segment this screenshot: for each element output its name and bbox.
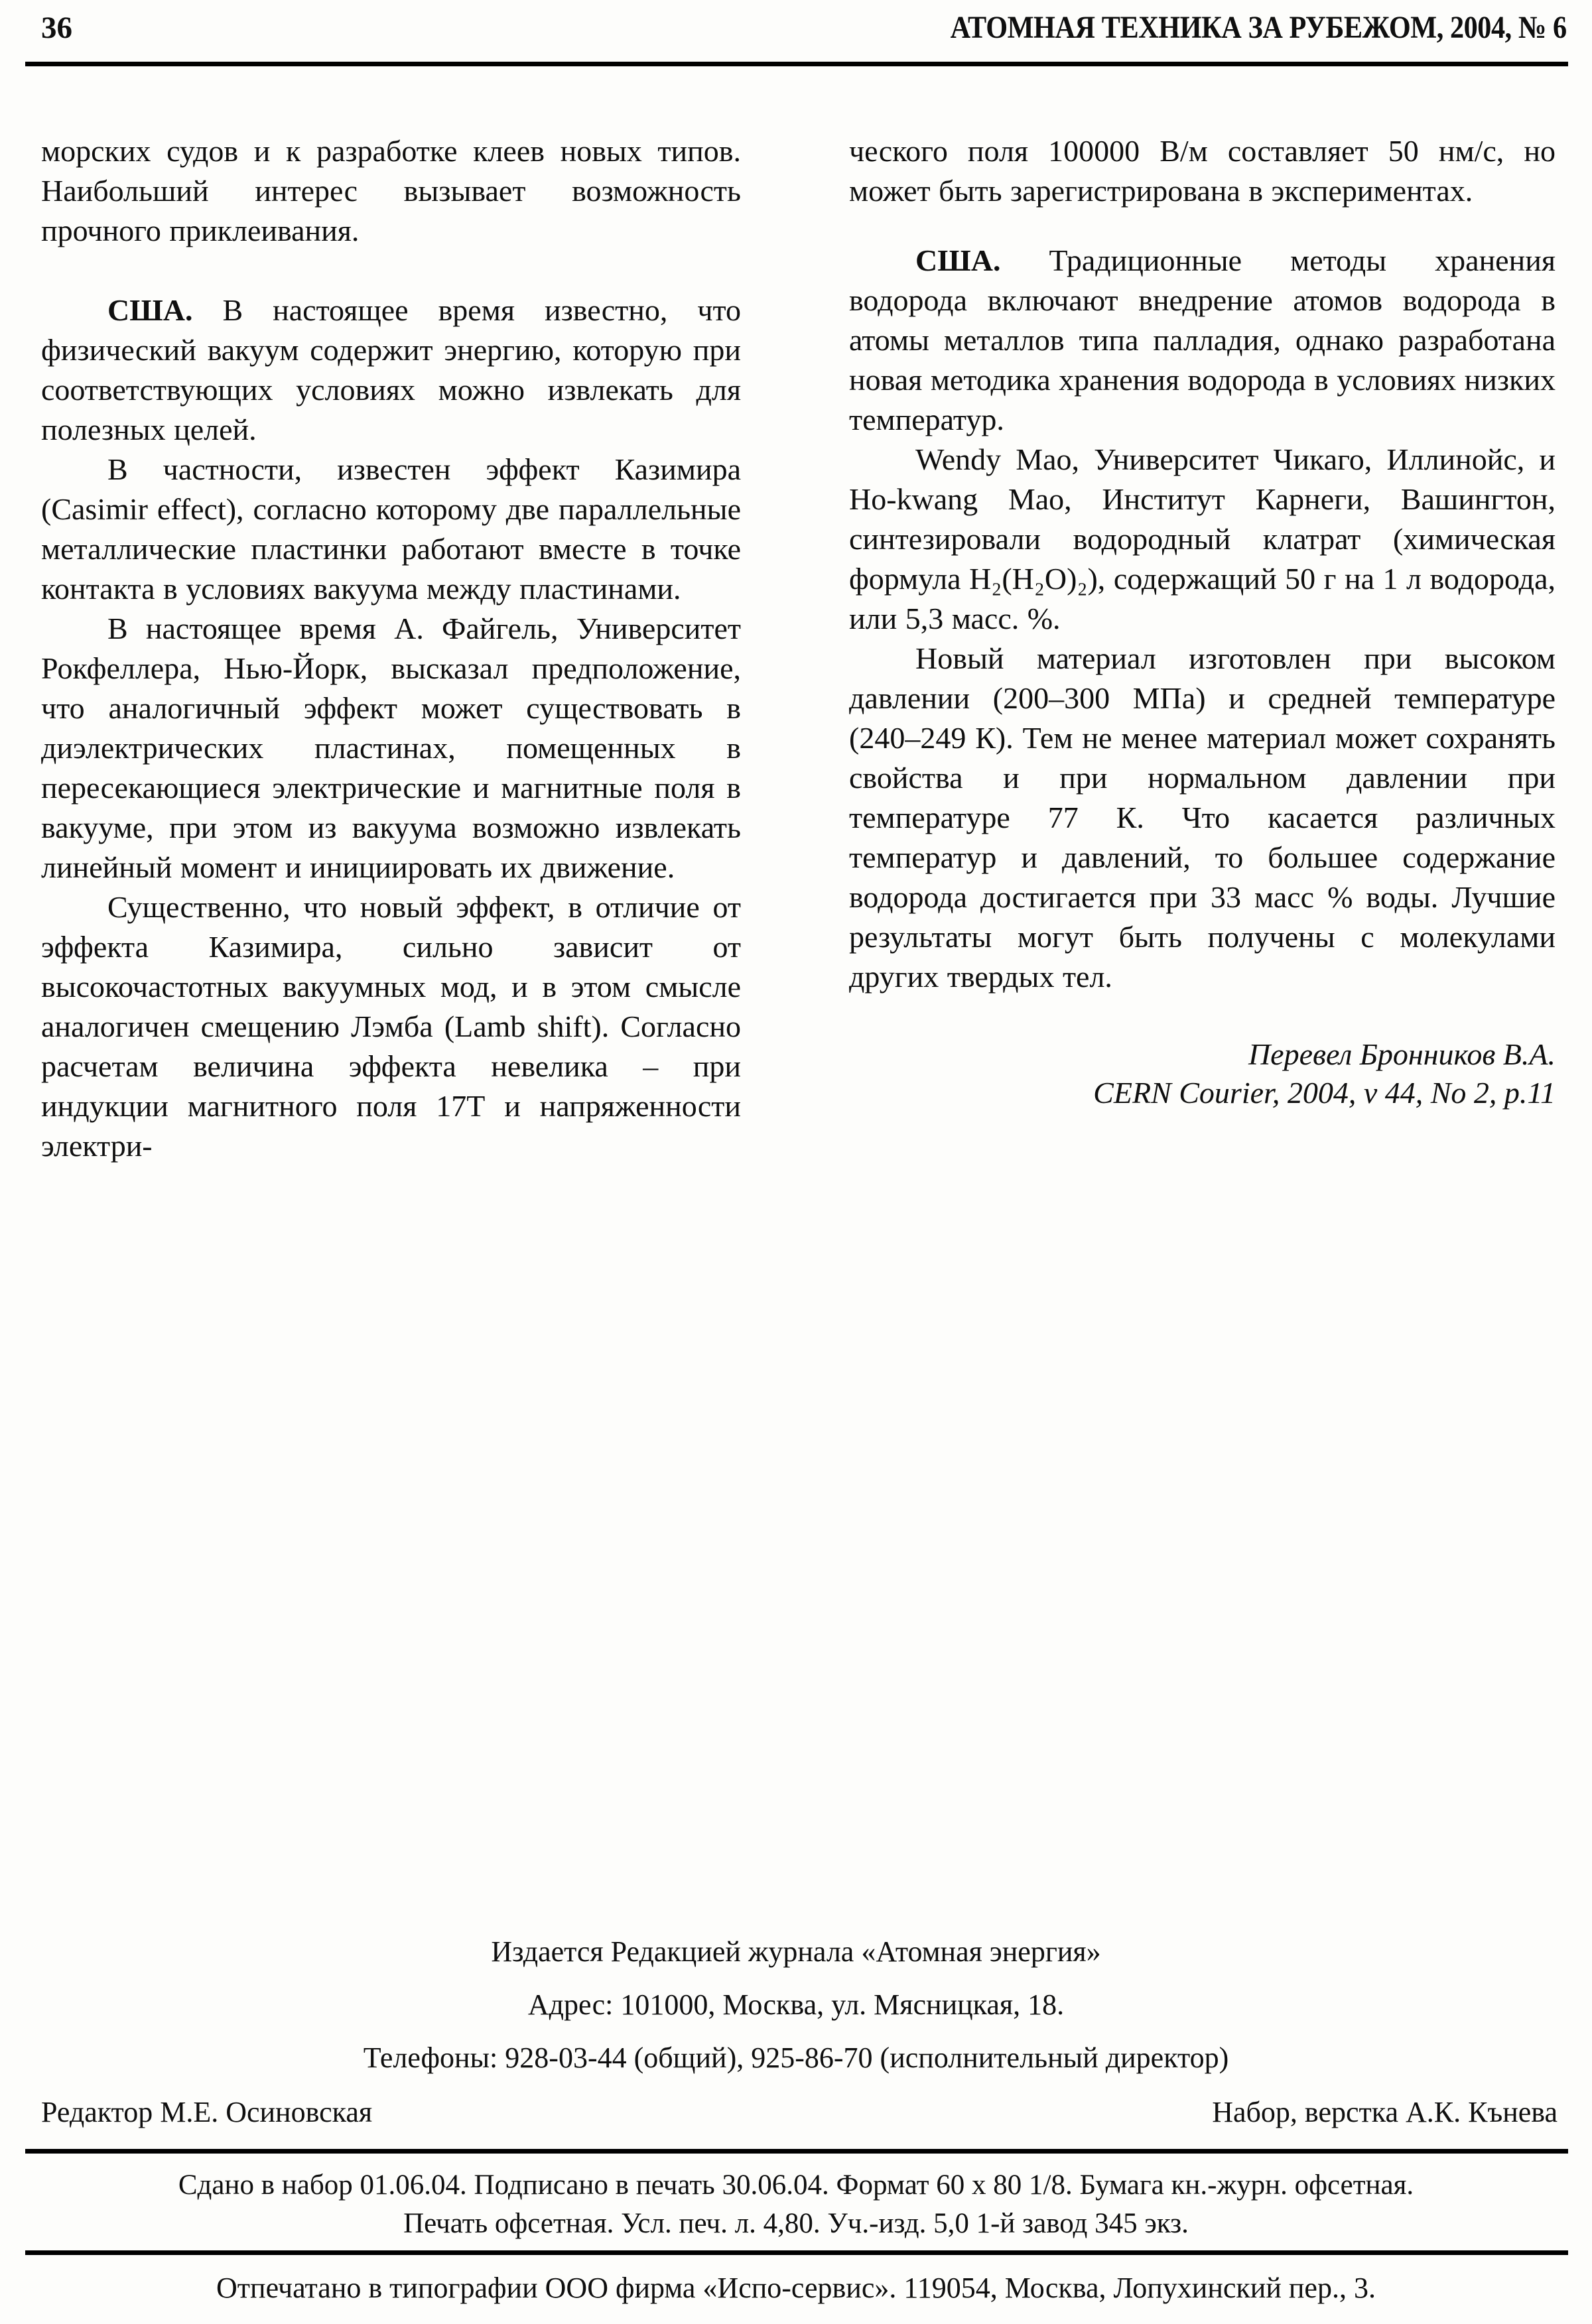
editor-row <box>41 2095 1558 2130</box>
journal-title: АТОМНАЯ ТЕХНИКА ЗА РУБЕЖОМ, 2004, № 6 <box>950 10 1567 45</box>
source-line: CERN Courier, 2004, v 44, No 2, p.11 <box>1093 1076 1556 1110</box>
page-number: 36 <box>41 11 72 45</box>
phones-line: Телефоны: 928-03-44 (общий), 925-86-70 (исполнительный директор) <box>363 2041 1229 2074</box>
page-header <box>41 9 1567 46</box>
paragraph-right-0: ческого поля 100000 В/м составляет 50 нм/с, но может быть зарегистрирована в экспериментах. <box>849 134 1556 208</box>
paragraph-right-2: Wendy Mao, Университет Чикаго, Иллинойс, и Ho-kwang Mao, Институт Карнеги, Вашингтон, синтезировали водородный клатрат (химическая формула H₂(H₂O)₂), содержащий 50 г на 1 л водорода, или 5,3 масс. %. <box>849 442 1556 635</box>
translator-line: Перевел Бронников В.А. <box>1248 1037 1556 1071</box>
article-columns <box>41 131 1556 1166</box>
header-rule <box>25 62 1568 66</box>
publisher-line: Издается Редакцией журнала «Атомная энергия» <box>491 1935 1101 1968</box>
printer-line: Отпечатано в типографии ООО фирма «Испо-сервис». 119054, Москва, Лопухинский пер., 3. <box>216 2272 1376 2304</box>
paragraph-right-1 <box>849 241 1556 440</box>
paragraph-right-3: Новый материал изготовлен при высоком давлении (200–300 МПа) и средней температуре (240–249 К). Тем не менее материал может сохранять свойства и при нормальном давлении при температуре 77 К. Что касается различных температур и давлений, то большее содержание водорода достигается при 33 масс % воды. Лучшие результаты могут быть получены с молекулами других твердых тел. <box>849 641 1556 994</box>
colophon-rule-bottom <box>25 2250 1568 2255</box>
paragraph-left-3: В настоящее время А. Файгель, Университет Рокфеллера, Нью-Йорк, высказал предположение, что аналогичный эффект может существовать в диэлектрических пластинах, помещенных в пересекающиеся электрические и магнитные поля в вакууме, при этом из вакуума возможно извлекать линейный момент и инициировать их движение. <box>41 612 741 884</box>
typesetter-name: Набор, верстка А.К. Кънева <box>1212 2096 1558 2128</box>
paragraph-left-1 <box>41 290 741 450</box>
colophon-rule-top <box>25 2149 1568 2154</box>
editor-name: Редактор М.Е. Осиновская <box>41 2096 373 2128</box>
right-column <box>849 131 1556 1166</box>
left-column <box>41 131 741 1166</box>
address-line: Адрес: 101000, Москва, ул. Мясницкая, 18. <box>527 1988 1065 2021</box>
paragraph-text: Традиционные методы хранения водорода включают внедрение атомов водорода в атомы металлов типа палладия, однако разработана новая методика хранения водорода в условиях низких температур. <box>849 243 1556 436</box>
colophon-line-1: Сдано в набор 01.06.04. Подписано в печать 30.06.04. Формат 60 х 80 1/8. Бумага кн.-журн. офсетная. <box>178 2169 1414 2201</box>
paragraph-text: В настоящее время известно, что физический вакуум содержит энергию, которую при соответствующих условиях можно извлекать для полезных целей. <box>41 293 742 446</box>
country-lead: США. <box>915 243 1001 277</box>
paragraph-left-2: В частности, известен эффект Казимира (Casimir effect), согласно которому две параллельные металлические пластинки работают вместе в точке контакта в условиях вакуума между пластинами. <box>41 452 741 606</box>
country-lead: США. <box>107 293 193 327</box>
colophon-line-2: Печать офсетная. Усл. печ. л. 4,80. Уч.-изд. 5,0 1-й завод 345 экз. <box>403 2208 1189 2239</box>
paragraph-left-4: Существенно, что новый эффект, в отличие от эффекта Казимира, сильно зависит от высокочастотных вакуумных мод, и в этом смысле аналогичен смещению Лэмба (Lamb shift). Согласно расчетам величина эффекта невелика – при индукции магнитного поля 17Т и напряженности электри- <box>41 890 741 1163</box>
attribution <box>849 1035 1556 1112</box>
paragraph-left-0: морских судов и к разработке клеев новых типов. Наибольший интерес вызывает возможность прочного приклеивания. <box>41 134 741 247</box>
